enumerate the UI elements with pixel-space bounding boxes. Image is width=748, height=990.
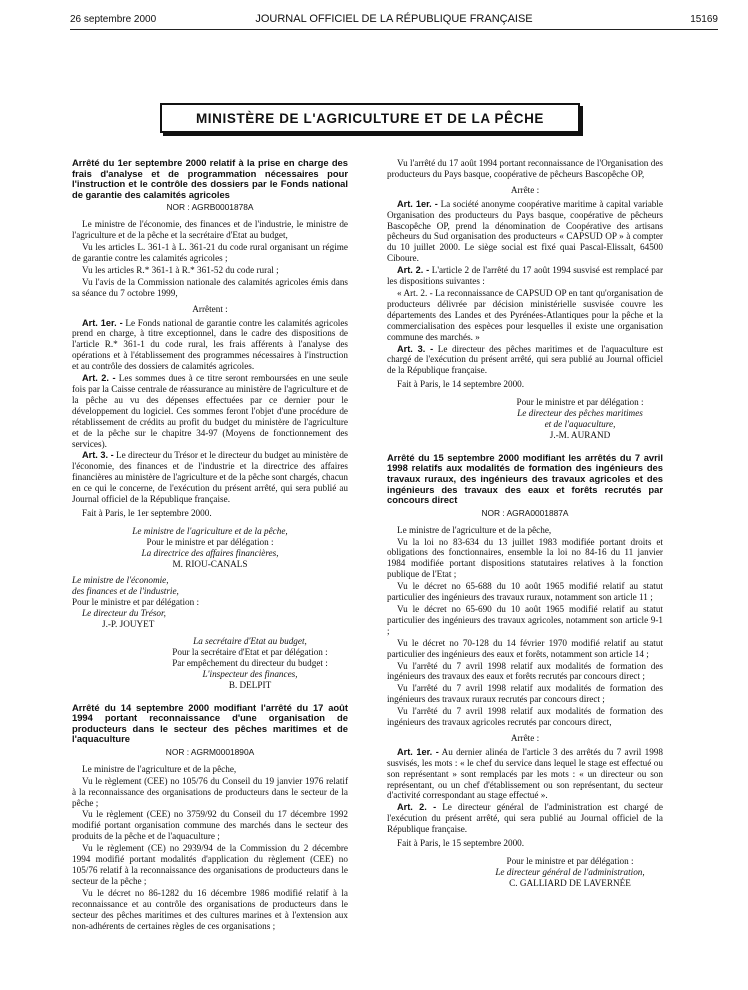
- decree-2-article-1-text: La société anonyme coopérative maritime à capital variable Organisation des producteurs du Pays basque, coopérative de pêcheurs Bascopêche OP, prend la dénomination de Coopérative des artisans pêcheurs du Sud organisation des producteurs « CAPSUD OP » à compter du 10 juillet 2000. Le siège social est fixé quai Pascal-Elissalt, 64500 Ciboure.: [387, 198, 664, 264]
- decree-2-nor: NOR : AGRM0001890A: [165, 746, 255, 757]
- decree-1-signature-line: des finances et de l'industrie,: [72, 586, 179, 597]
- decree-1-article-1-text: Le Fonds national de garantie contre les calamités agricoles prend en charge, à titre exceptionnel, dans le cadre des dispositions de l'article R.* 361-1 du code rural, les frais afférents à l'analyse des opérations et à l'établissement des programmes nécessaires à l'instruction et au contrôle des dossiers de calamités agricoles.: [72, 317, 348, 372]
- decree-2-article-2-label: Art. 2. -: [397, 265, 430, 276]
- decree-3-visa-1: Vu la loi no 83-634 du 13 juillet 1983 modifiée portant droits et obligations des fonctionnaires, ensemble la loi no 84-16 du 11 janvier 1984 modifiée portant dispositions statutaires relatives à la fonction publique de l'Etat ;: [387, 536, 663, 580]
- decree-3-article-1: [387, 747, 663, 802]
- decree-1-signature-line: Le directeur du Trésor,: [82, 608, 166, 619]
- decree-3-visa-4: Vu le décret no 70-128 du 14 février 1970 modifié relatif au statut particulier des ingénieurs des eaux et forêts, notamment son article 14 ;: [387, 637, 663, 659]
- decree-3-date: Fait à Paris, le 15 septembre 2000.: [397, 838, 525, 849]
- decree-1-signature-line: L'inspecteur des finances,: [202, 668, 298, 679]
- decree-1-visa-3: Vu l'avis de la Commission nationale des calamités agricoles émis dans sa séance du 7 octobre 1999,: [72, 276, 348, 298]
- decree-1-article-1: [72, 318, 348, 373]
- decree-1-signature-line: La directrice des affaires financières,: [141, 547, 279, 558]
- decree-2-signature-line: et de l'aquaculture,: [544, 418, 616, 429]
- decree-2-date: Fait à Paris, le 14 septembre 2000.: [397, 379, 525, 390]
- header-rule: [70, 29, 718, 30]
- decree-3-article-2-label: Art. 2. -: [397, 802, 437, 813]
- decree-3-article-1-text: Au dernier alinéa de l'article 3 des arrêtés du 7 avril 1998 susvisés, les mots : « le chef du service dans lequel le stage est effectué ou son représentant » sont remplacés par les mots : « un directeur ou son représentant, ou un chef d'établissement ou son représentant, du secteur d'activité correspondant au stage effectué ».: [387, 746, 663, 801]
- decree-3-nor: NOR : AGRA0001887A: [481, 507, 569, 518]
- decree-2-article-1: [387, 199, 663, 264]
- decree-1-signatory: B. DELPIT: [228, 679, 272, 690]
- decree-1-article-2-text: Les sommes dues à ce titre seront remboursées en une seule fois par la Caisse centrale de réassurance au ministère de l'agriculture et de la pêche au vu des dépenses effectuées par ce dernier pour le développement du logiciel. Ces sommes feront l'objet d'une procédure de rétablissement de crédits au profit du budget du ministère de l'agriculture et de la pêche sur le chapitre 34-97 (Moyens de fonctionnement des services).: [72, 373, 348, 449]
- decree-2-visa-4: Vu le décret no 86-1282 du 16 décembre 1986 modifié relatif à la reconnaissance et au contrôle des organisations de producteurs dans le secteur des pêches maritimes et des cultures marines et à l'extension aux non-adhérents de certaines règles de ces organisations ;: [72, 887, 348, 931]
- decree-3-article-2-text: Le directeur général de l'administration est chargé de l'exécution du présent arrêté, qui sera publié au Journal officiel de la République française.: [387, 802, 663, 835]
- decree-1-article-1-label: Art. 1er. -: [82, 317, 123, 328]
- decree-1-article-3-label: Art. 3. -: [82, 450, 114, 461]
- decree-3-visa-3: Vu le décret no 65-690 du 10 août 1965 modifié relatif au statut particulier des ingénieurs des travaux agricoles, notamment son article 9-1 ;: [387, 603, 663, 636]
- decree-1-visa-1: Vu les articles L. 361-1 à L. 361-21 du code rural organisant un régime de garantie contre les calamités agricoles ;: [72, 242, 348, 263]
- decree-3-signatory: C. GALLIARD DE LAVERNÉE: [509, 877, 631, 888]
- decree-3-preamble: Le ministre de l'agriculture et de la pêche,: [397, 524, 552, 535]
- decree-1-signature-line: Pour le ministre et par délégation :: [72, 597, 200, 608]
- decree-3-visa-6: Vu l'arrêté du 7 avril 1998 relatif aux modalités de formation des ingénieurs des travaux ruraux recrutés par concours direct ;: [387, 683, 663, 705]
- decree-2-signature-line: Pour le ministre et par délégation :: [516, 397, 644, 408]
- ministry-heading: MINISTÈRE DE L'AGRICULTURE ET DE LA PÊCHE: [160, 103, 580, 133]
- decree-2-arrete: Arrête :: [510, 184, 540, 195]
- decree-2-title: Arrêté du 14 septembre 2000 modifiant l'arrêté du 17 août 1994 portant reconnaissance d'une organisation de producteurs dans le secteur des pêches maritimes et de l'aquaculture: [72, 701, 348, 745]
- decree-1-signature-line: La secrétaire d'Etat au budget,: [193, 636, 307, 646]
- decree-1-visa-2: Vu les articles R.* 361-1 à R.* 361-52 du code rural ;: [82, 264, 279, 275]
- decree-2-signatory: J.-M. AURAND: [549, 429, 611, 440]
- decree-3-title: Arrêté du 15 septembre 2000 modifiant les arrêtés du 7 avril 1998 relatifs aux modalités de formation des ingénieurs des travaux ruraux, des ingénieurs des travaux agricoles et des ingénieurs des travaux des eaux et forêts recrutés par concours direct: [387, 451, 663, 506]
- decree-3-article-1-label: Art. 1er. -: [397, 746, 439, 757]
- header-date: 26 septembre 2000: [70, 14, 157, 25]
- decree-2-article-3-text: Le directeur des pêches maritimes et de l'aquaculture est chargé de l'exécution du présent arrêté, qui sera publié au Journal officiel de la République française.: [387, 343, 664, 376]
- decree-3-visa-5: Vu l'arrêté du 7 avril 1998 relatif aux modalités de formation des ingénieurs des travaux des eaux et forêts recrutés par concours direct ;: [387, 660, 663, 682]
- decree-2-visa-1: Vu le règlement (CEE) no 105/76 du Conseil du 19 janvier 1976 relatif à la reconnaissance des organisations de producteurs dans le secteur de la pêche ;: [72, 775, 348, 808]
- decree-2-visa-3: Vu le règlement (CE) no 2939/94 de la Commission du 2 décembre 1994 modifié portant modalités d'application du règlement (CEE) no 105/76 relatif à la reconnaissance des organisations de producteurs dans le secteur de la pêche ;: [72, 843, 348, 886]
- decree-1-nor: NOR : AGRB0001878A: [166, 202, 254, 213]
- decree-1-article-3: [72, 450, 348, 505]
- decree-2-visa-5: Vu l'arrêté du 17 août 1994 portant reconnaissance de l'Organisation des producteurs du Pays basque, coopérative de pêcheurs Bascopêche OP,: [387, 158, 663, 179]
- decree-2-signature-line: Le directeur des pêches maritimes: [517, 408, 643, 419]
- decree-2-article-2-text: L'article 2 de l'arrêté du 17 août 1994 susvisé est remplacé par les dispositions suivantes :: [387, 265, 664, 287]
- decree-2-visa-2: Vu le règlement (CEE) no 3759/92 du Conseil du 17 décembre 1992 modifié portant organisation commune des marchés dans le secteur des produits de la pêche et de l'aquaculture ;: [72, 809, 348, 842]
- header-page-number: 15169: [690, 14, 718, 25]
- header-journal-title: JOURNAL OFFICIEL DE LA RÉPUBLIQUE FRANÇAISE: [255, 13, 533, 25]
- decree-1-signatory: M. RIOU-CANALS: [172, 558, 248, 569]
- decree-2-article-1-label: Art. 1er. -: [397, 198, 438, 209]
- decree-1-signature-line: Le ministre de l'économie,: [72, 575, 169, 586]
- decree-1-preamble: Le ministre de l'économie, des finances et de l'industrie, le ministre de l'agriculture et de la pêche et la secrétaire d'Etat au budget,: [72, 219, 348, 241]
- decree-3-signature-line: Pour le ministre et par délégation :: [506, 856, 634, 866]
- decree-1-article-2: [72, 373, 348, 449]
- decree-3-visa-2: Vu le décret no 65-688 du 10 août 1965 modifié relatif au statut particulier des ingénieurs des travaux ruraux, notamment son article 11 ;: [387, 581, 663, 603]
- decree-3-article-2: [387, 802, 663, 835]
- decree-2-article-2-quote: « Art. 2. - La reconnaissance de CAPSUD OP en tant qu'organisation de producteurs délivrée par décision ministérielle susvisée couvre les départements des Landes et des Pyrénées-Atlantiques pour la pêche et la commercialisation des espèces pour lesquelles il existe une organisation commune des marchés. »: [387, 287, 663, 342]
- decree-1-signature-line: Par empêchement du directeur du budget :: [172, 657, 328, 668]
- page-header: [70, 11, 718, 27]
- decree-1-signature-line: Pour la secrétaire d'Etat et par délégation :: [172, 646, 328, 657]
- decree-1-signature-line: Le ministre de l'agriculture et de la pêche,: [132, 525, 288, 536]
- decree-1-date: Fait à Paris, le 1er septembre 2000.: [82, 507, 212, 518]
- decree-3-visa-7: Vu l'arrêté du 7 avril 1998 relatif aux modalités de formation des ingénieurs des travaux agricoles recrutés par concours direct,: [387, 706, 663, 728]
- left-column: [72, 158, 348, 932]
- right-column: [387, 158, 663, 889]
- decree-3-arrete: Arrête :: [510, 732, 540, 743]
- decree-1-article-2-label: Art. 2. -: [82, 373, 116, 384]
- decree-1-article-3-text: Le directeur du Trésor et le directeur du budget au ministère de l'économie, des finances et de l'industrie et la directrice des affaires financières au ministère de l'agriculture et de la pêche sont chargés, chacun en ce qui le concerne, de l'exécution du présent arrêté, qui sera publié au Journal officiel de la République française.: [72, 450, 348, 505]
- decree-1-title: Arrêté du 1er septembre 2000 relatif à la prise en charge des frais d'analyse et de programmation nécessaires pour l'instruction et le contrôle des dossiers par le Fonds national de garantie des calamités agricoles: [72, 157, 348, 200]
- decree-1-signature-line: Pour le ministre et par délégation :: [146, 536, 274, 547]
- decree-2-article-2: [387, 265, 663, 287]
- decree-2-article-3-label: Art. 3. -: [397, 343, 434, 354]
- decree-1-arretent: Arrêtent :: [192, 303, 228, 314]
- decree-3-signature-line: Le directeur général de l'administration,: [495, 866, 645, 877]
- decree-2-preamble: Le ministre de l'agriculture et de la pêche,: [82, 763, 237, 774]
- decree-2-article-3: [387, 344, 663, 377]
- decree-1-signatory: J.-P. JOUYET: [102, 619, 155, 630]
